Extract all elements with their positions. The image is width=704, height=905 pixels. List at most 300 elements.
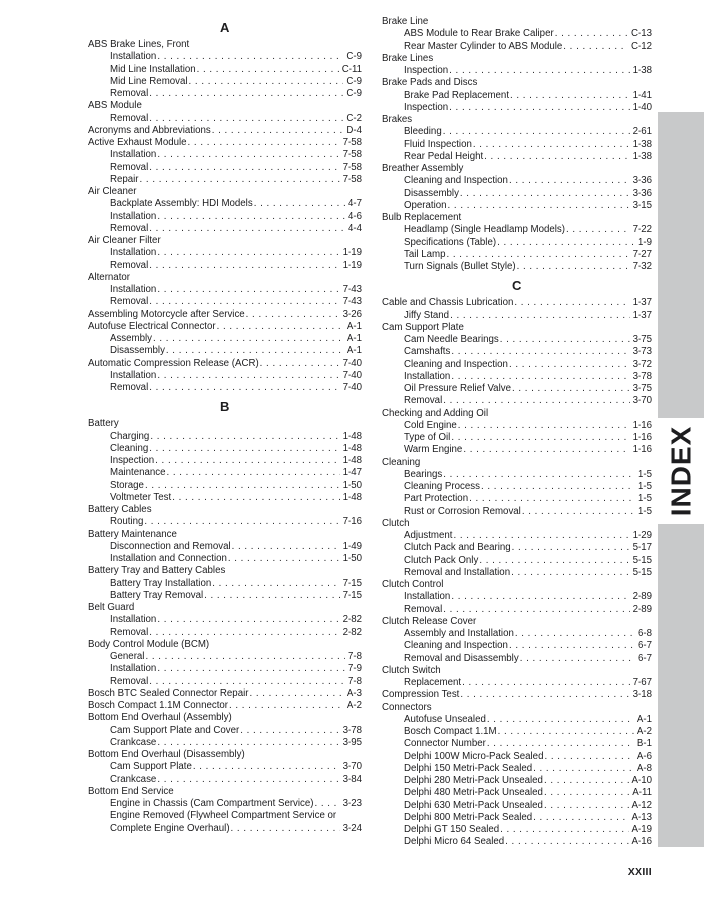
entry-label: Connectors — [382, 701, 432, 713]
entry-page-number: C-13 — [631, 28, 652, 40]
entry-page-number: A-11 — [632, 787, 652, 799]
dot-leader — [155, 455, 339, 467]
index-entry — [88, 125, 362, 137]
entry-page-number: D-4 — [346, 124, 362, 136]
entry-page-number: 3-36 — [632, 187, 652, 199]
entry-label: Repair — [110, 173, 139, 185]
dot-leader — [509, 640, 635, 652]
entry-label: Installation — [404, 370, 451, 382]
dot-leader — [228, 553, 340, 565]
entry-label: Battery Cables — [88, 504, 152, 515]
index-entry — [382, 726, 652, 738]
entry-page-number: 1-38 — [632, 138, 652, 150]
index-entry — [88, 382, 362, 394]
entry-page-number: 1-37 — [632, 297, 652, 309]
entry-label: Removal — [110, 161, 149, 173]
entry-label: Clutch Pack and Bearing — [404, 542, 511, 554]
index-entry — [88, 749, 362, 761]
entry-label: Routing — [110, 516, 144, 528]
entry-label: Installation — [110, 614, 157, 626]
dot-leader — [246, 309, 340, 321]
entry-page-number: 1-48 — [342, 455, 362, 466]
dot-leader — [533, 763, 634, 775]
entry-page-number: 7-40 — [342, 357, 362, 369]
entry-page-number: 3-75 — [632, 334, 652, 345]
dot-leader — [511, 567, 630, 579]
entry-label: Brake Lines — [382, 52, 434, 64]
dot-leader — [149, 223, 345, 235]
entry-label: Installation — [110, 51, 157, 63]
entry-label: Charging — [110, 430, 150, 442]
entry-label: General — [110, 651, 145, 662]
entry-page-number: 7-22 — [632, 224, 652, 236]
entry-page-number: 7-58 — [342, 149, 362, 161]
index-entry — [382, 16, 652, 28]
entry-page-number: 1-5 — [637, 468, 652, 480]
entry-page-number: A-1 — [346, 333, 362, 344]
entry-label: Autofuse Electrical Connector — [88, 320, 216, 332]
entry-page-number: 2-82 — [342, 614, 362, 626]
entry-page-number: 1-5 — [637, 505, 652, 517]
dot-leader — [512, 542, 630, 554]
dot-leader — [484, 151, 629, 163]
index-entry — [382, 493, 652, 505]
entry-page-number: 3-78 — [632, 370, 652, 382]
entry-label: Cam Support Plate and Cover — [110, 724, 240, 736]
dot-leader — [460, 689, 629, 701]
entry-label: Type of Oil — [404, 432, 451, 443]
entry-label: Rear Pedal Height — [404, 150, 484, 162]
entry-label: Installation — [404, 591, 451, 603]
entry-label: Turn Signals (Bullet Style) — [404, 261, 516, 272]
entry-page-number: 1-48 — [342, 442, 362, 454]
index-entry — [382, 653, 652, 665]
index-entry — [382, 640, 652, 652]
entry-page-number: 1-16 — [632, 444, 652, 456]
entry-label: Automatic Compression Release (ACR) — [88, 357, 259, 369]
index-entry — [382, 359, 652, 371]
entry-page-number: 7-58 — [342, 173, 362, 185]
entry-page-number: 7-32 — [632, 261, 652, 272]
dot-leader — [157, 614, 339, 626]
entry-page-number: 2-61 — [632, 126, 652, 138]
entry-label: Headlamp (Single Headlamp Models) — [404, 224, 565, 236]
entry-label: Cleaning — [110, 442, 149, 454]
entry-label: Belt Guard — [88, 602, 135, 613]
index-entry — [382, 114, 652, 126]
entry-label: Removal — [110, 222, 149, 234]
entry-label: ABS Brake Lines, Front — [88, 39, 190, 50]
entry-label: Bosch Compact 1.1M — [404, 726, 497, 737]
dot-leader — [463, 444, 629, 456]
index-entry — [382, 738, 652, 750]
entry-label: Rear Master Cylinder to ABS Module — [404, 40, 563, 52]
entry-label: Removal and Disassembly — [404, 652, 519, 664]
dot-leader — [157, 737, 339, 749]
index-entry — [382, 261, 652, 273]
entry-label: Cleaning and Inspection — [404, 640, 508, 652]
dot-leader — [481, 481, 635, 493]
entry-page-number: 5-17 — [632, 542, 652, 554]
dot-leader — [544, 800, 629, 812]
entry-label: Cold Engine — [404, 419, 457, 431]
dot-leader — [469, 493, 635, 505]
index-entry — [88, 725, 362, 737]
index-entry — [88, 64, 362, 76]
index-entry — [88, 688, 362, 700]
index-entry — [382, 665, 652, 677]
index-entry — [88, 774, 362, 786]
entry-page-number: 4-4 — [347, 222, 362, 234]
dot-leader — [479, 555, 629, 567]
index-entry — [88, 113, 362, 125]
index-entry — [88, 602, 362, 614]
index-entry — [88, 321, 362, 333]
entry-page-number: 2-89 — [632, 591, 652, 603]
entry-label: Removal — [404, 395, 443, 407]
index-entry — [88, 223, 362, 235]
dot-leader — [505, 836, 628, 848]
entry-page-number: 3-75 — [632, 383, 652, 394]
entry-page-number: 1-48 — [342, 491, 362, 503]
entry-label: Cleaning Process — [404, 481, 480, 492]
index-entry — [382, 310, 652, 322]
entry-label: Bottom End Service — [88, 785, 174, 797]
entry-label: Bulb Replacement — [382, 212, 462, 223]
index-entry — [382, 812, 652, 824]
entry-page-number: 2-82 — [342, 626, 362, 638]
dot-leader — [240, 725, 339, 737]
dot-leader — [451, 346, 629, 358]
entry-page-number: 7-15 — [342, 577, 362, 589]
dot-leader — [145, 480, 340, 492]
entry-label: Brake Pads and Discs — [382, 77, 478, 89]
entry-label: Adjustment — [404, 530, 453, 541]
dot-leader — [498, 726, 634, 738]
index-entry — [382, 555, 652, 567]
entry-page-number: 1-48 — [342, 430, 362, 442]
index-entry — [382, 469, 652, 481]
dot-leader — [150, 431, 339, 443]
dot-leader — [500, 334, 630, 346]
index-entry — [88, 663, 362, 675]
dot-leader — [157, 284, 339, 296]
entry-page-number: 7-16 — [342, 516, 362, 528]
dot-leader — [500, 824, 628, 836]
index-entry — [382, 457, 652, 469]
entry-page-number: A-1 — [346, 345, 362, 357]
entry-page-number: 3-84 — [342, 773, 362, 785]
entry-label: Disassembly — [404, 187, 459, 199]
dot-leader — [517, 261, 630, 273]
index-entry — [88, 333, 362, 345]
entry-label: Delphi 280 Metri-Pack Unsealed — [404, 775, 543, 786]
entry-page-number: C-2 — [346, 112, 362, 124]
entry-label: Cleaning and Inspection — [404, 358, 508, 370]
index-entry — [382, 775, 652, 787]
index-entry — [382, 408, 652, 420]
dot-leader — [450, 310, 630, 322]
entry-label: Tail Lamp — [404, 248, 446, 260]
entry-label: Air Cleaner — [88, 186, 137, 197]
dot-leader — [514, 297, 629, 309]
dot-leader — [197, 64, 339, 76]
index-entry — [382, 787, 652, 799]
index-entry — [382, 763, 652, 775]
dot-leader — [446, 249, 629, 261]
entry-label: Delphi 150 Metri-Pack Sealed — [404, 762, 533, 774]
index-entry — [88, 443, 362, 455]
dot-leader — [149, 162, 339, 174]
dot-leader — [149, 627, 339, 639]
index-entry — [382, 420, 652, 432]
entry-label: Crankcase — [110, 773, 157, 785]
entry-label: Clutch Control — [382, 579, 444, 590]
entry-label: Crankcase — [110, 736, 157, 748]
entry-page-number: 1-16 — [632, 419, 652, 431]
entry-page-number: 1-29 — [632, 530, 652, 541]
entry-label: ABS Module — [88, 100, 142, 112]
index-entry — [382, 163, 652, 175]
entry-label: Bleeding — [404, 126, 442, 138]
dot-leader — [157, 663, 345, 675]
entry-label: Delphi 100W Micro-Pack Sealed — [404, 750, 544, 762]
dot-leader — [448, 200, 630, 212]
dot-leader — [157, 774, 339, 786]
entry-label: Disassembly — [110, 345, 165, 357]
entry-page-number: 4-6 — [347, 210, 362, 222]
index-entry — [382, 90, 652, 102]
index-entry — [88, 590, 362, 602]
dot-leader — [544, 787, 629, 799]
dot-leader — [515, 628, 635, 640]
index-entry — [88, 431, 362, 443]
entry-page-number: 3-18 — [632, 689, 652, 701]
dot-leader — [157, 211, 345, 223]
index-entry — [382, 126, 652, 138]
index-entry — [88, 676, 362, 688]
dot-leader — [260, 358, 340, 370]
index-entry — [382, 77, 652, 89]
dot-leader — [149, 676, 345, 688]
entry-label: Backplate Assembly: HDI Models — [110, 198, 253, 210]
dot-leader — [149, 113, 343, 125]
entry-page-number: 5-15 — [632, 554, 652, 566]
dot-leader — [443, 395, 629, 407]
entry-label: Delphi 480 Metri-Pack Unsealed — [404, 787, 543, 799]
dot-leader — [473, 139, 630, 151]
index-entry — [382, 616, 652, 628]
index-entry — [88, 541, 362, 553]
index-entry — [88, 186, 362, 198]
index-entry — [382, 249, 652, 261]
index-entry — [382, 371, 652, 383]
index-entry — [88, 529, 362, 541]
entry-label: Assembly — [110, 333, 152, 344]
index-entry — [382, 836, 652, 848]
index-entry — [88, 578, 362, 590]
dot-leader — [566, 224, 630, 236]
entry-page-number: 7-9 — [347, 663, 362, 675]
entry-page-number: 7-43 — [342, 296, 362, 308]
index-entry — [382, 41, 652, 53]
entry-label: Brake Line — [382, 16, 429, 27]
index-entry — [88, 284, 362, 296]
entry-label: Battery Tray Installation — [110, 577, 212, 589]
entry-page-number: 7-15 — [342, 589, 362, 601]
index-entry — [382, 383, 652, 395]
dot-leader — [254, 198, 345, 210]
entry-label: Removal — [110, 675, 149, 687]
index-entry — [382, 28, 652, 40]
entry-label: Delphi GT 150 Sealed — [404, 824, 500, 835]
dot-leader — [157, 51, 343, 63]
index-entry — [88, 480, 362, 492]
index-entry — [382, 224, 652, 236]
entry-page-number: A-2 — [346, 700, 362, 711]
index-entry — [88, 272, 362, 284]
entry-page-number: 7-43 — [342, 284, 362, 295]
entry-page-number: 3-24 — [342, 822, 362, 834]
index-entry — [88, 345, 362, 357]
entry-label: Operation — [404, 199, 447, 211]
entry-label: Clutch Pack Only — [404, 554, 479, 566]
dot-leader — [157, 149, 339, 161]
index-entry — [88, 162, 362, 174]
entry-page-number: 1-40 — [632, 101, 652, 113]
entry-page-number: 1-47 — [342, 467, 362, 479]
entry-label: Removal and Installation — [404, 566, 511, 578]
entry-label: Cleaning — [382, 456, 421, 468]
entry-page-number: 7-40 — [342, 382, 362, 393]
entry-label: Installation — [110, 149, 157, 161]
entry-label: Bosch Compact 1.1M Connector — [88, 700, 228, 711]
entry-label: Installation — [110, 284, 157, 295]
dot-leader — [193, 761, 340, 773]
entry-label: Removal — [110, 296, 149, 308]
dot-leader — [512, 383, 630, 395]
dot-leader — [172, 492, 339, 504]
index-entry — [382, 628, 652, 640]
entry-label: Clutch Release Cover — [382, 615, 477, 627]
index-entry — [88, 614, 362, 626]
index-entry — [88, 810, 362, 822]
dot-leader — [443, 126, 630, 138]
index-entry — [88, 418, 362, 430]
dot-leader — [212, 125, 344, 137]
entry-page-number: 3-36 — [632, 175, 652, 187]
thumb-tab-label-box — [658, 418, 704, 524]
index-entry — [88, 198, 362, 210]
entry-label: Storage — [110, 479, 144, 491]
entry-label: Delphi 800 Metri-Pack Sealed — [404, 811, 533, 823]
entry-page-number: 7-8 — [347, 675, 362, 687]
entry-page-number: 1-41 — [632, 89, 652, 101]
dot-leader — [188, 137, 340, 149]
index-entry — [382, 395, 652, 407]
entry-label: Brake Pad Replacement — [404, 89, 510, 101]
entry-page-number: 1-38 — [632, 65, 652, 76]
index-entry — [88, 553, 362, 565]
entry-page-number: A-12 — [631, 799, 652, 811]
dot-leader — [149, 443, 339, 455]
entry-label: Body Control Module (BCM) — [88, 638, 210, 650]
entry-label: Jiffy Stand — [404, 309, 450, 321]
entry-page-number: 3-95 — [342, 736, 362, 748]
entry-page-number: 7-27 — [632, 248, 652, 260]
entry-label: Fluid Inspection — [404, 138, 472, 150]
index-column — [382, 16, 652, 849]
entry-label: Breather Assembly — [382, 163, 464, 174]
entry-label: Connector Number — [404, 738, 486, 750]
entry-page-number: A-16 — [631, 836, 652, 848]
index-entry — [382, 175, 652, 187]
entry-label: Bearings — [404, 468, 443, 480]
dot-leader — [166, 345, 344, 357]
entry-page-number: 1-49 — [342, 540, 362, 552]
index-entry — [382, 237, 652, 249]
index-entry — [88, 492, 362, 504]
index-entry — [88, 639, 362, 651]
dot-leader — [166, 467, 339, 479]
entry-label: Battery Maintenance — [88, 528, 177, 540]
index-entry — [382, 444, 652, 456]
entry-page-number: 6-7 — [637, 640, 652, 652]
entry-label: Bottom End Overhaul (Assembly) — [88, 712, 232, 724]
entry-page-number: A-1 — [346, 320, 362, 332]
entry-page-number: A-10 — [631, 775, 652, 786]
index-entry — [88, 358, 362, 370]
entry-label: Cam Support Plate — [110, 761, 192, 773]
dot-leader — [497, 237, 635, 249]
index-entry — [382, 567, 652, 579]
entry-page-number: 7-67 — [632, 677, 652, 688]
entry-page-number: 3-70 — [632, 395, 652, 407]
entry-label: Clutch Switch — [382, 664, 441, 676]
dot-leader — [487, 714, 634, 726]
dot-leader — [544, 775, 629, 787]
index-entry — [382, 432, 652, 444]
entry-label: Cleaning and Inspection — [404, 175, 508, 187]
dot-leader — [145, 651, 345, 663]
index-entry — [382, 714, 652, 726]
dot-leader — [520, 653, 635, 665]
dot-leader — [443, 604, 629, 616]
entry-page-number: 3-78 — [342, 724, 362, 736]
entry-page-number: A-19 — [631, 824, 652, 835]
entry-label: Acronyms and Abbreviations — [88, 124, 211, 136]
section-thumb-tab-strip — [658, 112, 704, 847]
index-entry — [382, 212, 652, 224]
index-entry — [88, 309, 362, 321]
dot-leader — [249, 688, 343, 700]
dot-leader — [460, 188, 630, 200]
section-header: C — [512, 278, 522, 294]
dot-leader — [149, 260, 339, 272]
dot-leader — [140, 174, 340, 186]
entry-label: Brakes — [382, 114, 413, 125]
entry-page-number: 1-9 — [637, 236, 652, 248]
entry-label: ABS Module to Rear Brake Caliper — [404, 28, 554, 40]
entry-page-number: 7-40 — [342, 369, 362, 381]
dot-leader — [144, 516, 339, 528]
index-entry — [382, 689, 652, 701]
index-entry — [88, 455, 362, 467]
dot-leader — [563, 41, 628, 53]
entry-label: Autofuse Unsealed — [404, 713, 486, 725]
entry-label: Specifications (Table) — [404, 236, 497, 248]
index-entry — [382, 322, 652, 334]
